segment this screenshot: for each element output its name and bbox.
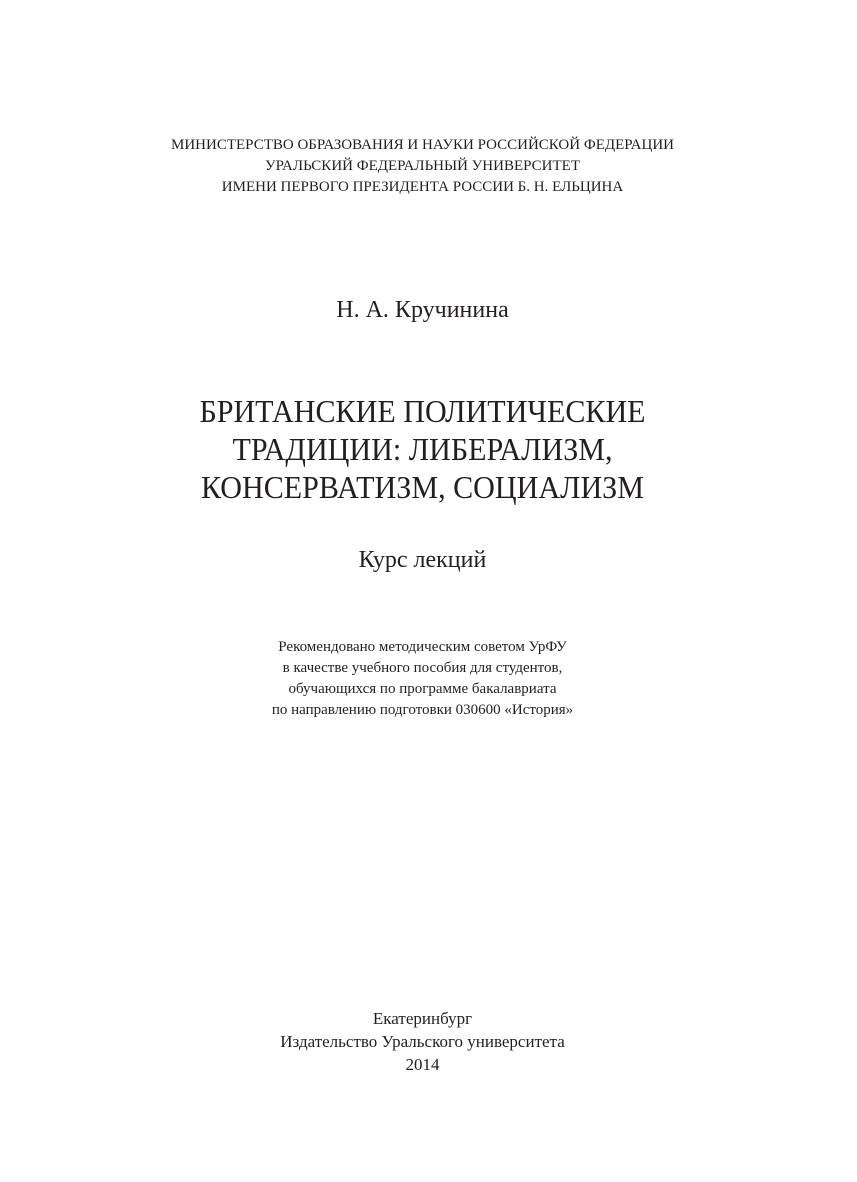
author-name: Н. А. Кручинина	[336, 297, 509, 323]
university-name-line-1: УРАЛЬСКИЙ ФЕДЕРАЛЬНЫЙ УНИВЕРСИТЕТ	[265, 158, 580, 174]
university-name-line-2: ИМЕНИ ПЕРВОГО ПРЕЗИДЕНТА РОССИИ Б. Н. ЕЛЬЦИНА	[221, 179, 624, 195]
imprint-publisher: Издательство Уральского университета	[280, 1032, 565, 1051]
book-title	[0, 392, 845, 506]
imprint-city: Екатеринбург	[372, 1009, 473, 1028]
institution-header	[0, 135, 845, 198]
recommendation-note	[0, 637, 845, 721]
imprint-year: 2014	[405, 1055, 440, 1074]
imprint	[0, 1007, 845, 1076]
book-title-line: КОНСЕРВАТИЗМ, СОЦИАЛИЗМ	[200, 469, 645, 505]
recommendation-line: в качестве учебного пособия для студентов,	[282, 660, 563, 676]
book-title-line: БРИТАНСКИЕ ПОЛИТИЧЕСКИЕ	[199, 393, 646, 429]
recommendation-line: по направлению подготовки 030600 «История»	[271, 702, 574, 718]
book-title-line: ТРАДИЦИИ: ЛИБЕРАЛИЗМ,	[232, 431, 613, 467]
ministry-name: МИНИСТЕРСТВО ОБРАЗОВАНИЯ И НАУКИ РОССИЙСКОЙ ФЕДЕРАЦИИ	[171, 137, 674, 153]
recommendation-line: обучающихся по программе бакалавриата	[288, 681, 557, 697]
recommendation-line: Рекомендовано методическим советом УрФУ	[278, 639, 567, 655]
book-subtitle: Курс лекций	[358, 547, 487, 573]
